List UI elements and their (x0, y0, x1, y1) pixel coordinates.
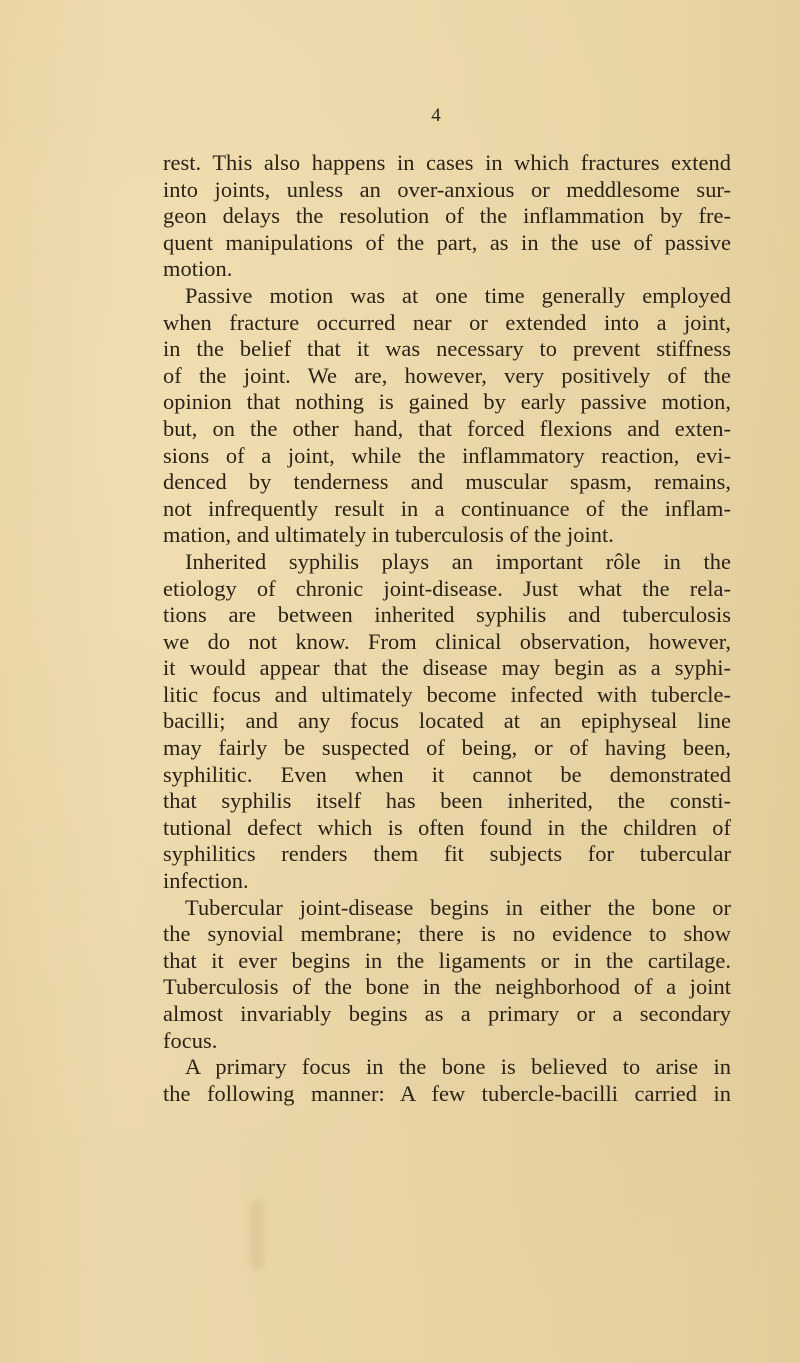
text-line: of the joint. We are, however, very positively of the (163, 362, 731, 388)
text-line: but, on the other hand, that forced flexions and exten- (163, 415, 731, 441)
text-line: tions are between inherited syphilis and tuberculosis (163, 602, 731, 628)
text-line: bacilli; and any focus located at an epiphyseal line (163, 708, 731, 734)
text-line: focus. (163, 1027, 218, 1053)
text-line: mation, and ultimately in tuberculosis of the joint. (163, 522, 614, 548)
text-line: sions of a joint, while the inflammatory reaction, evi- (163, 442, 731, 468)
text-line: Inherited syphilis plays an important rôle in the (185, 548, 731, 574)
text-line: Tuberculosis of the bone in the neighborhood of a joint (163, 974, 731, 1000)
text-line: opinion that nothing is gained by early passive motion, (163, 389, 731, 415)
text-line: Tubercular joint-disease begins in either the bone or (185, 894, 731, 920)
text-line: the following manner: A few tubercle-bacilli carried in (163, 1080, 731, 1106)
text-line: it would appear that the disease may begin as a syphi- (163, 655, 731, 681)
paper-stain (250, 1200, 264, 1270)
text-line: may fairly be suspected of being, or of having been, (163, 735, 731, 761)
text-line: into joints, unless an over-anxious or meddlesome sur- (163, 176, 731, 202)
paragraph (163, 150, 731, 283)
text-line: motion. (163, 256, 233, 282)
text-line: etiology of chronic joint-disease. Just what the rela- (163, 575, 731, 601)
text-line: A primary focus in the bone is believed to arise in (185, 1054, 731, 1080)
text-line: syphilitic. Even when it cannot be demonstrated (163, 761, 731, 787)
text-line: that syphilis itself has been inherited, the consti- (163, 788, 731, 814)
text-line: Passive motion was at one time generally employed (185, 282, 731, 308)
text-line: not infrequently result in a continuance of the inflam- (163, 495, 731, 521)
text-line: tutional defect which is often found in the children of (163, 814, 731, 840)
text-line: when fracture occurred near or extended into a joint, (163, 309, 731, 335)
page-number: 4 (431, 105, 441, 126)
text-line: the synovial membrane; there is no evidence to show (163, 921, 731, 947)
text-line: that it ever begins in the ligaments or in the cartilage. (163, 947, 731, 973)
paragraph (163, 549, 731, 895)
paragraph (163, 895, 731, 1055)
text-line: litic focus and ultimately become infected with tubercle- (163, 681, 731, 707)
paragraph (163, 1054, 731, 1107)
text-line: infection. (163, 868, 249, 894)
body-text (163, 150, 731, 1107)
text-line: quent manipulations of the part, as in the use of passive (163, 229, 731, 255)
text-line: in the belief that it was necessary to prevent stiffness (163, 336, 731, 362)
text-line: syphilitics renders them fit subjects for tubercular (163, 841, 731, 867)
text-line: geon delays the resolution of the inflammation by fre- (163, 203, 731, 229)
text-line: almost invariably begins as a primary or a secondary (163, 1001, 731, 1026)
paragraph (163, 283, 731, 549)
text-line: denced by tenderness and muscular spasm, remains, (163, 469, 731, 495)
text-line: rest. This also happens in cases in which fractures extend (163, 150, 731, 175)
text-line: we do not know. From clinical observation, however, (163, 628, 731, 654)
